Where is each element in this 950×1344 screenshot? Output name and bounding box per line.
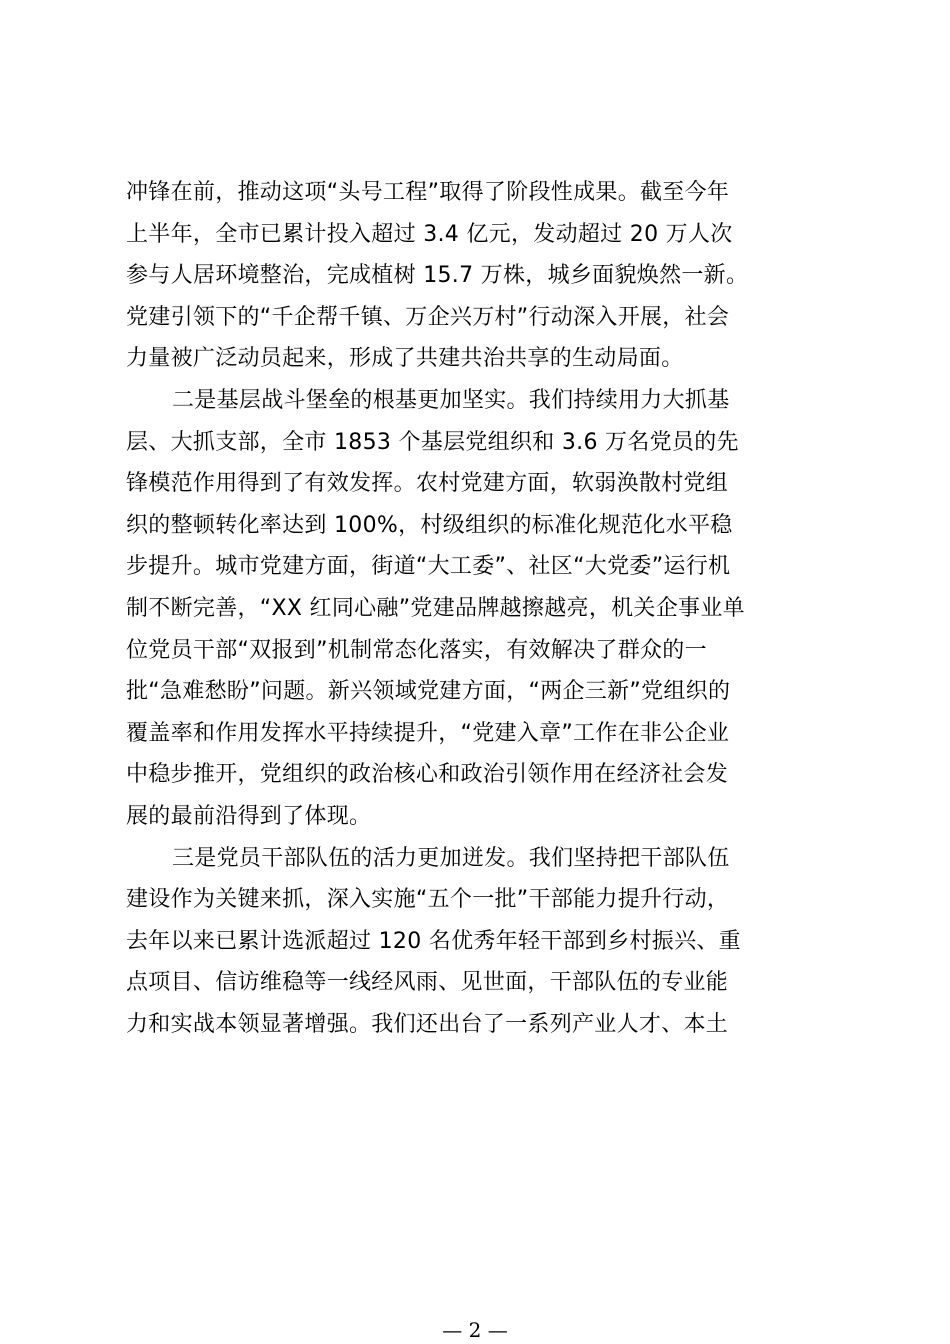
- text-line: 层、大抓支部，全市 1853 个基层党组织和 3.6 万名党员的先: [126, 429, 739, 455]
- text-line: 参与人居环境整治，完成植树 15.7 万株，城乡面貌焕然一新。: [126, 263, 749, 289]
- paragraph-first-line: 二是基层战斗堡垒的根基更加坚实。我们持续用力大抓基: [172, 387, 730, 413]
- text-line: 制不断完善，“XX 红同心融”党建品牌越擦越亮，机关企事业单: [126, 595, 745, 621]
- text-line: 批“急难愁盼”问题。新兴领域党建方面，“两企三新”党组织的: [126, 679, 731, 705]
- text-line: 党建引领下的“千企帮千镇、万企兴万村”行动深入开展，社会: [126, 304, 730, 330]
- text-line: 覆盖率和作用发挥水平持续提升，“党建入章”工作在非公企业: [126, 720, 730, 746]
- paragraph-first-line: 三是党员干部队伍的活力更加迸发。我们坚持把干部队伍: [172, 845, 730, 871]
- text-line: 锋模范作用得到了有效发挥。农村党建方面，软弱涣散村党组: [126, 471, 729, 497]
- page-number: — 2 —: [442, 1318, 508, 1342]
- text-line: 点项目、信访维稳等一线经风雨、见世面，干部队伍的专业能: [126, 970, 729, 996]
- text-line: 去年以来已累计选派超过 120 名优秀年轻干部到乡村振兴、重: [126, 928, 741, 954]
- text-line: 位党员干部“双报到”机制常态化落实，有效解决了群众的一: [126, 637, 707, 663]
- text-line: 步提升。城市党建方面，街道“大工委”、社区“大党委”运行机: [126, 554, 731, 580]
- text-line: 展的最前沿得到了体现。: [126, 803, 372, 829]
- text-line: 冲锋在前，推动这项“头号工程”取得了阶段性成果。截至今年: [126, 180, 730, 205]
- text-line: 建设作为关键来抓，深入实施“五个一批”干部能力提升行动，: [126, 887, 730, 913]
- text-line: 中稳步推开，党组织的政治核心和政治引领作用在经济社会发: [126, 762, 729, 788]
- text-line: 力和实战本领显著增强。我们还出台了一系列产业人才、本土: [126, 1011, 729, 1037]
- text-line: 力量被广泛动员起来，形成了共建共治共享的生动局面。: [126, 346, 684, 372]
- text-line: 上半年，全市已累计投入超过 3.4 亿元，发动超过 20 万人次: [126, 221, 733, 247]
- body-text: [126, 172, 836, 1045]
- text-line: 织的整顿转化率达到 100%，村级组织的标准化规范化水平稳: [126, 512, 733, 538]
